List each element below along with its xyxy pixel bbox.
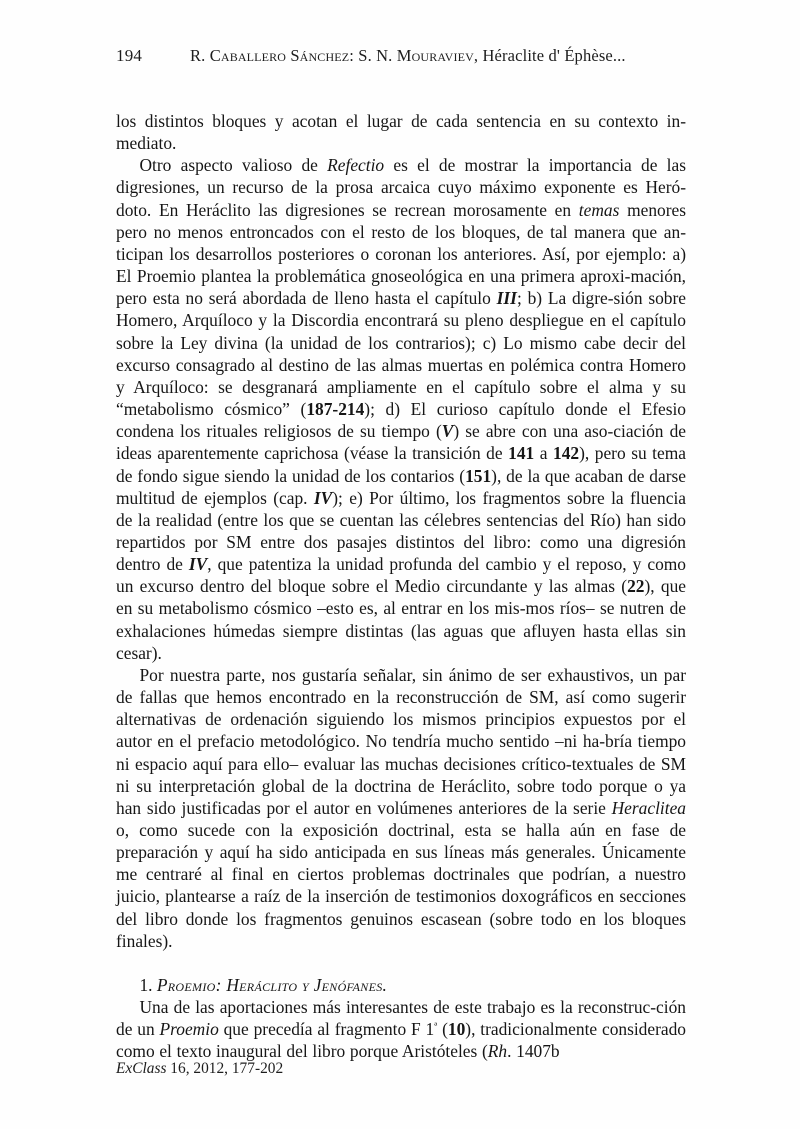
body-text-block: [116, 110, 686, 1063]
p2-run-12: ), que en su metabolismo cósmico –esto es, al entrar en los mis-mos ríos– se nutren de exhalaciones húmedas siempre distintas (las aguas que afluyen hasta ellas sin cesar).: [116, 576, 686, 663]
p4-run-4: ), tradicionalmente considerado como el texto inaugural del libro porque Aristóteles (: [116, 1019, 686, 1062]
page-footer: [116, 1060, 283, 1078]
p2-run-7: a: [534, 443, 553, 464]
running-head-separator: : S. N.: [349, 46, 397, 65]
p4-superscript-ordinal: ª: [434, 1020, 438, 1033]
footer-citation: 16, 2012, 177-202: [166, 1060, 284, 1077]
p3-run-2: o, como sucede con la exposición doctrinal, esta se halla aún en fase de preparación y aquí ha sido anticipada en sus líneas más generales. Únicamente me centraré al final en ciertos problemas doctrinales que podrían, a nuestro juicio, plantearse a raíz de la inserción de testimonios doxográficos en secciones del libro donde los fragmentos genuinos escasean (sobre todo en los bloques finales).: [116, 820, 686, 951]
p2-bolditalic-chapter-iv-1: IV: [313, 487, 333, 508]
p2-italic-refectio: Refectio: [327, 155, 385, 176]
section-heading: [116, 974, 686, 996]
p4-run-1: Una de las aportaciones más interesantes de este trabajo es la reconstruc-ción de un: [116, 997, 686, 1040]
p4-run-2: que precedía al fragmento F 1: [218, 1019, 435, 1040]
p2-run-9: ), de la que acaban de darse multitud de ejemplos (cap.: [116, 465, 686, 508]
p2-run-4: ; b) La digre-sión sobre Homero, Arquíloco y la Discordia encontrará su pleno despliegue en el capítulo sobre la Ley divina (la unidad de los contrarios); c) Lo mismo cabe decir del excurso consagrado al destino de las almas muertas en polémica contra Homero y Arquíloco: se desgranará ampliamente en el capítulo sobre el alma y su “metabolismo cósmico” (: [116, 288, 687, 420]
p4-bold-10: 10: [447, 1019, 466, 1040]
p2-bold-187-214: 187-214: [306, 399, 365, 420]
footer-journal-name: ExClass: [116, 1060, 167, 1077]
p2-bolditalic-chapter-v: V: [441, 421, 454, 442]
p2-bold-141: 141: [508, 443, 535, 464]
p4-run-5: . 1407b: [507, 1041, 560, 1062]
p2-bold-22: 22: [627, 576, 645, 597]
paragraph-proemio: [116, 996, 686, 1062]
running-head-title: [190, 46, 626, 65]
p2-run-10: ); e) Por último, los fragmentos sobre la fluencia de la realidad (entre los que se cuentan las célebres sentencias del Río) han sido repartidos por SM entre dos pasajes distintos del libro: como una digresión dentro de: [116, 487, 686, 575]
paragraph-continuation: [116, 110, 686, 154]
p2-run-11: , que patentiza la unidad profunda del cambio y el reposo, y como un excurso dentro del bloque sobre el Medio circundante y las almas (: [116, 554, 687, 597]
p2-run-8: ), pero su tema de fondo sigue siendo la unidad de los contarios (: [116, 443, 686, 486]
p2-bold-142: 142: [553, 443, 580, 464]
running-head-author-surname: Caballero Sánchez: [209, 46, 350, 65]
running-head-reviewed-title: Héraclite d' Éphèse...: [482, 46, 626, 65]
running-head-comma: ,: [473, 46, 483, 65]
p3-italic-heraclitea: Heraclitea: [611, 797, 686, 818]
section-heading-number: 1.: [139, 974, 157, 995]
p2-run-6: ) se abre con una aso-ciación de ideas aparentemente caprichosa (véase la transición de: [116, 421, 686, 464]
p2-bolditalic-chapter-iii: III: [496, 288, 517, 309]
p2-run-2: es el de mostrar la importancia de las digresiones, un recurso de la prosa arcaica cuyo máximo exponente es Heró-doto. En Heráclito las digresiones se recrean morosamente en: [116, 155, 686, 220]
section-spacer: [116, 952, 686, 974]
paragraph-por-nuestra-parte: [116, 664, 686, 952]
running-head-reviewed-author: Mouraviev: [396, 46, 474, 65]
p2-run-3: menores pero no menos entroncados con el resto de los bloques, de tal manera que an-ticipan los desarrollos posteriores o coronan los anteriores. Así, por ejemplo: a) El Proemio plantea la problemática gnoseológica en una primera aproxi-mación, pero esta no será abordada de lleno hasta el capítulo: [116, 199, 686, 309]
running-head: [116, 46, 684, 70]
p4-italic-proemio: Proemio: [159, 1019, 219, 1040]
paragraph-refectio: [116, 154, 686, 664]
p2-run-5: ); d) El curioso capítulo donde el Efesio condena los rituales religiosos de su tiempo (: [116, 399, 686, 442]
p2-bolditalic-chapter-iv-2: IV: [188, 554, 208, 575]
section-heading-title: Proemio: Heráclito y Jenófanes.: [156, 974, 388, 995]
p2-run-1: Otro aspecto valioso de: [139, 155, 328, 176]
p4-run-3: (: [437, 1019, 448, 1040]
p2-italic-temas: temas: [578, 199, 620, 220]
p2-bold-151: 151: [465, 465, 492, 486]
paragraph-1-run-1: los distintos bloques y acotan el lugar de cada sentencia en su contexto in-mediato.: [116, 111, 686, 154]
p4-italic-rh: Rh: [487, 1041, 508, 1062]
running-head-author-initial: R.: [190, 46, 210, 65]
p3-run-1: Por nuestra parte, nos gustaría señalar, sin ánimo de ser exhaustivos, un par de fallas que hemos encontrado en la reconstrucción de SM, así como sugerir alternativas de ordenación siguiendo los mismos principios expuestos por el autor en el prefacio metodológico. No tendría mucho sentido –ni ha-bría tiempo ni espacio aquí para ello– evaluar las muchas decisiones crítico-textuales de SM ni su interpretación global de la doctrina de Heráclito, sobre todo porque o ya han sido justificadas por el autor en volúmenes anteriores de la serie: [116, 664, 686, 818]
page-folio-number: 194: [116, 46, 143, 65]
